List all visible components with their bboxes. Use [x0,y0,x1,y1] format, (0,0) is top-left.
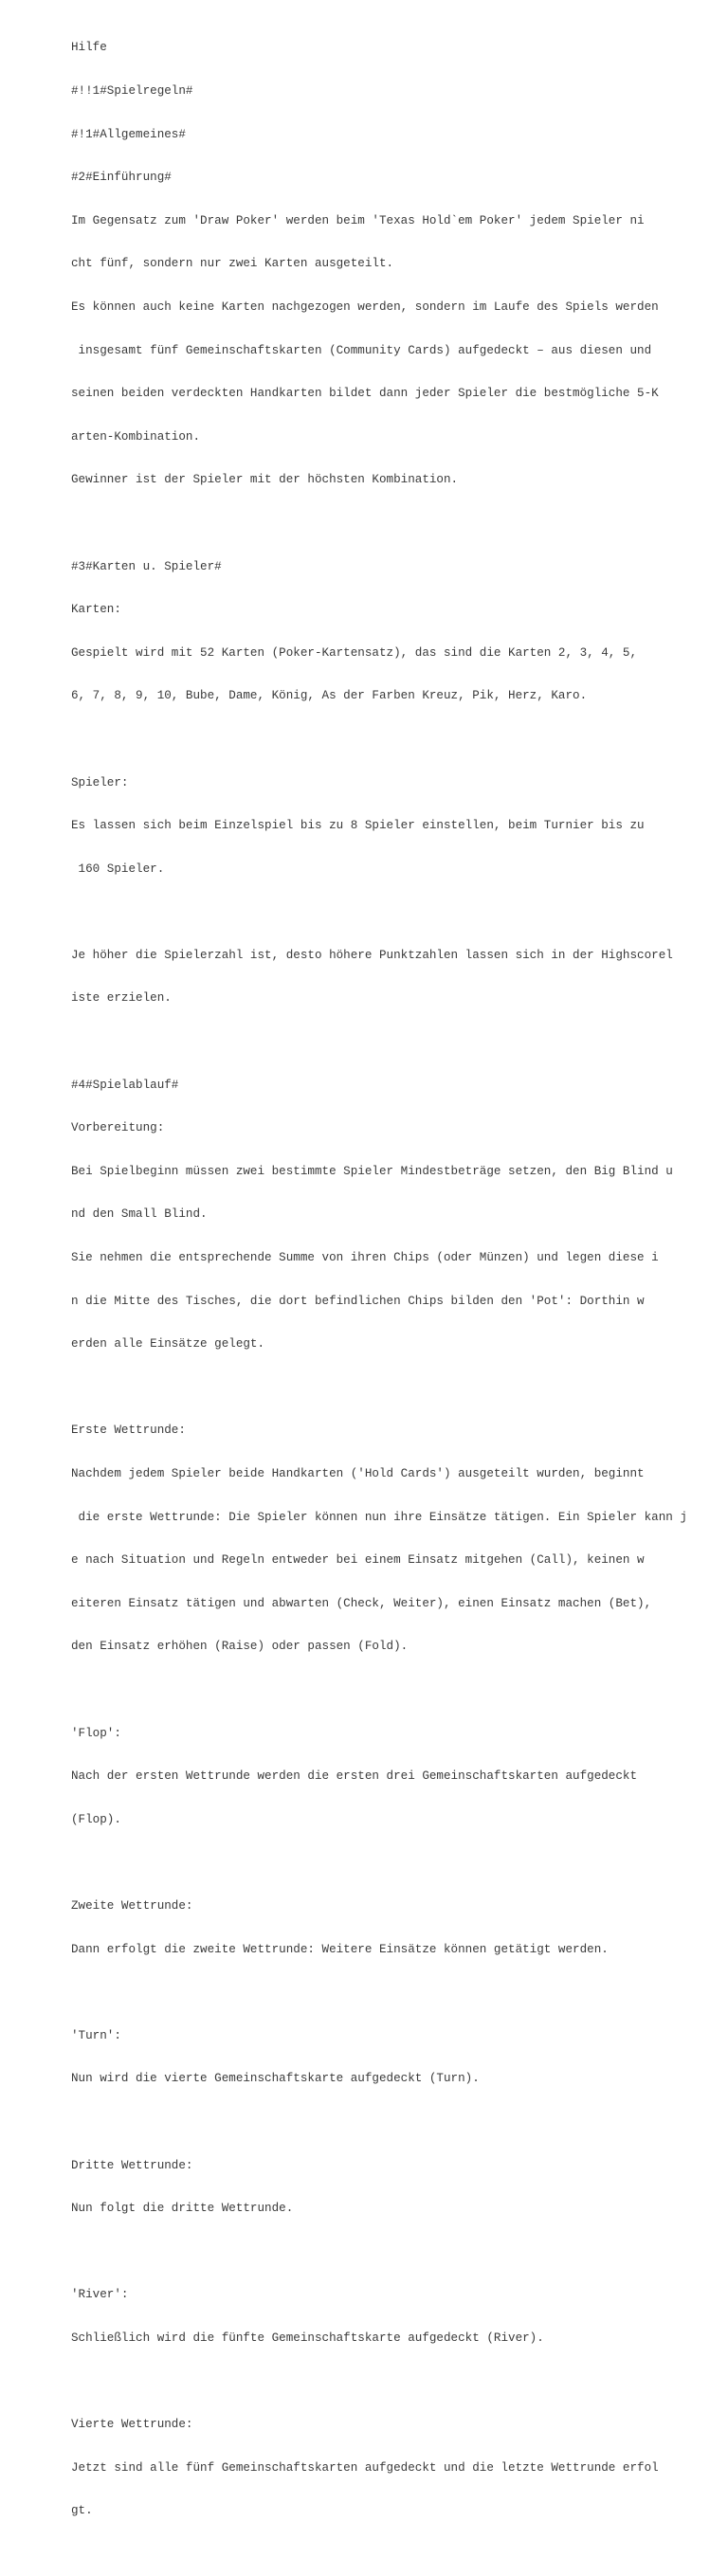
doc-line: Im Gegensatz zum 'Draw Poker' werden beim 'Texas Hold`em Poker' jedem Spieler ni [71,213,645,227]
doc-line: gt. [71,2504,93,2518]
doc-line: den Einsatz erhöhen (Raise) oder passen (Fold). [71,1640,409,1654]
doc-line [71,1381,716,1395]
doc-line: Schließlich wird die fünfte Gemeinschaftskarte aufgedeckt (River). [71,2331,544,2345]
doc-line: Erste Wettrunde: [71,1424,186,1438]
help-document [71,12,716,2576]
doc-line [71,2374,716,2388]
doc-line: Nach der ersten Wettrunde werden die ersten drei Gemeinschaftskarten aufgedeckt [71,1769,638,1784]
doc-line: Es können auch keine Karten nachgezogen werden, sondern im Laufe des Spiels werden [71,299,659,314]
doc-line: die erste Wettrunde: Die Spieler können nun ihre Einsätze tätigen. Ein Spieler kann j [71,1510,687,1524]
doc-line [71,1856,716,1870]
doc-line: eiteren Einsatz tätigen und abwarten (Check, Weiter), einen Einsatz machen (Bet), [71,1596,652,1610]
doc-line: Nachdem jedem Spieler beide Handkarten ('Hold Cards') ausgeteilt wurden, beginnt [71,1467,645,1480]
doc-line: arten-Kombination. [71,429,201,444]
doc-line: Vorbereitung: [71,1121,165,1135]
doc-line: Gespielt wird mit 52 Karten (Poker-Kartensatz), das sind die Karten 2, 3, 4, 5, [71,645,638,660]
doc-line [71,2115,716,2130]
doc-line [71,905,716,919]
doc-line: Nun folgt die dritte Wettrunde. [71,2202,294,2216]
doc-line [71,2245,716,2259]
doc-line: 6, 7, 8, 9, 10, Bube, Dame, König, As der Farben Kreuz, Pik, Herz, Karo. [71,689,588,703]
doc-line [71,517,716,531]
doc-line: n die Mitte des Tisches, die dort befindlichen Chips bilden den 'Pot': Dorthin w [71,1294,645,1308]
doc-line: Je höher die Spielerzahl ist, desto höhere Punktzahlen lassen sich in der Highscorel [71,948,673,962]
doc-line: #2#Einführung# [71,171,172,185]
doc-line: erden alle Einsätze gelegt. [71,1337,265,1351]
doc-line: Bei Spielbeginn müssen zwei bestimmte Spieler Mindestbeträge setzen, den Big Blind u [71,1164,673,1178]
doc-line: Es lassen sich beim Einzelspiel bis zu 8 Spieler einstellen, beim Turnier bis zu [71,819,645,833]
doc-line: #3#Karten u. Spieler# [71,559,222,573]
doc-line: Hilfe [71,41,107,55]
doc-line: Nun wird die vierte Gemeinschaftskarte aufgedeckt (Turn). [71,2072,480,2086]
doc-line [71,2548,716,2562]
doc-line: 'River': [71,2288,129,2302]
doc-line: #!1#Allgemeines# [71,127,186,141]
doc-line: 160 Spieler. [71,862,165,876]
doc-line: Dann erfolgt die zweite Wettrunde: Weitere Einsätze können getätigt werden. [71,1942,609,1956]
doc-line: Gewinner ist der Spieler mit der höchsten Kombination. [71,473,459,487]
doc-line: #!!1#Spielregeln# [71,84,193,98]
doc-line: 'Turn': [71,2028,121,2042]
doc-line [71,1035,716,1049]
doc-line: Vierte Wettrunde: [71,2418,193,2432]
doc-line: Jetzt sind alle fünf Gemeinschaftskarten aufgedeckt und die letzte Wettrunde erfol [71,2460,659,2475]
doc-line: Karten: [71,603,121,617]
doc-line [71,1683,716,1697]
doc-line: seinen beiden verdeckten Handkarten bildet dann jeder Spieler die bestmögliche 5-K [71,387,659,401]
doc-line [71,733,716,747]
doc-line: nd den Small Blind. [71,1207,208,1222]
doc-line: e nach Situation und Regeln entweder bei einem Einsatz mitgehen (Call), keinen w [71,1553,645,1568]
doc-line: #4#Spielablauf# [71,1078,179,1092]
doc-line: cht fünf, sondern nur zwei Karten ausgeteilt. [71,257,394,271]
doc-line: Dritte Wettrunde: [71,2158,193,2172]
doc-line: iste erzielen. [71,991,172,1006]
doc-line: (Flop). [71,1812,121,1826]
doc-line: 'Flop': [71,1726,121,1740]
doc-line: insgesamt fünf Gemeinschaftskarten (Community Cards) aufgedeckt – aus diesen und [71,343,652,357]
doc-line: Sie nehmen die entsprechende Summe von ihren Chips (oder Münzen) und legen diese i [71,1251,659,1265]
doc-line: Zweite Wettrunde: [71,1898,193,1913]
doc-line [71,1986,716,2000]
doc-line: Spieler: [71,775,129,789]
